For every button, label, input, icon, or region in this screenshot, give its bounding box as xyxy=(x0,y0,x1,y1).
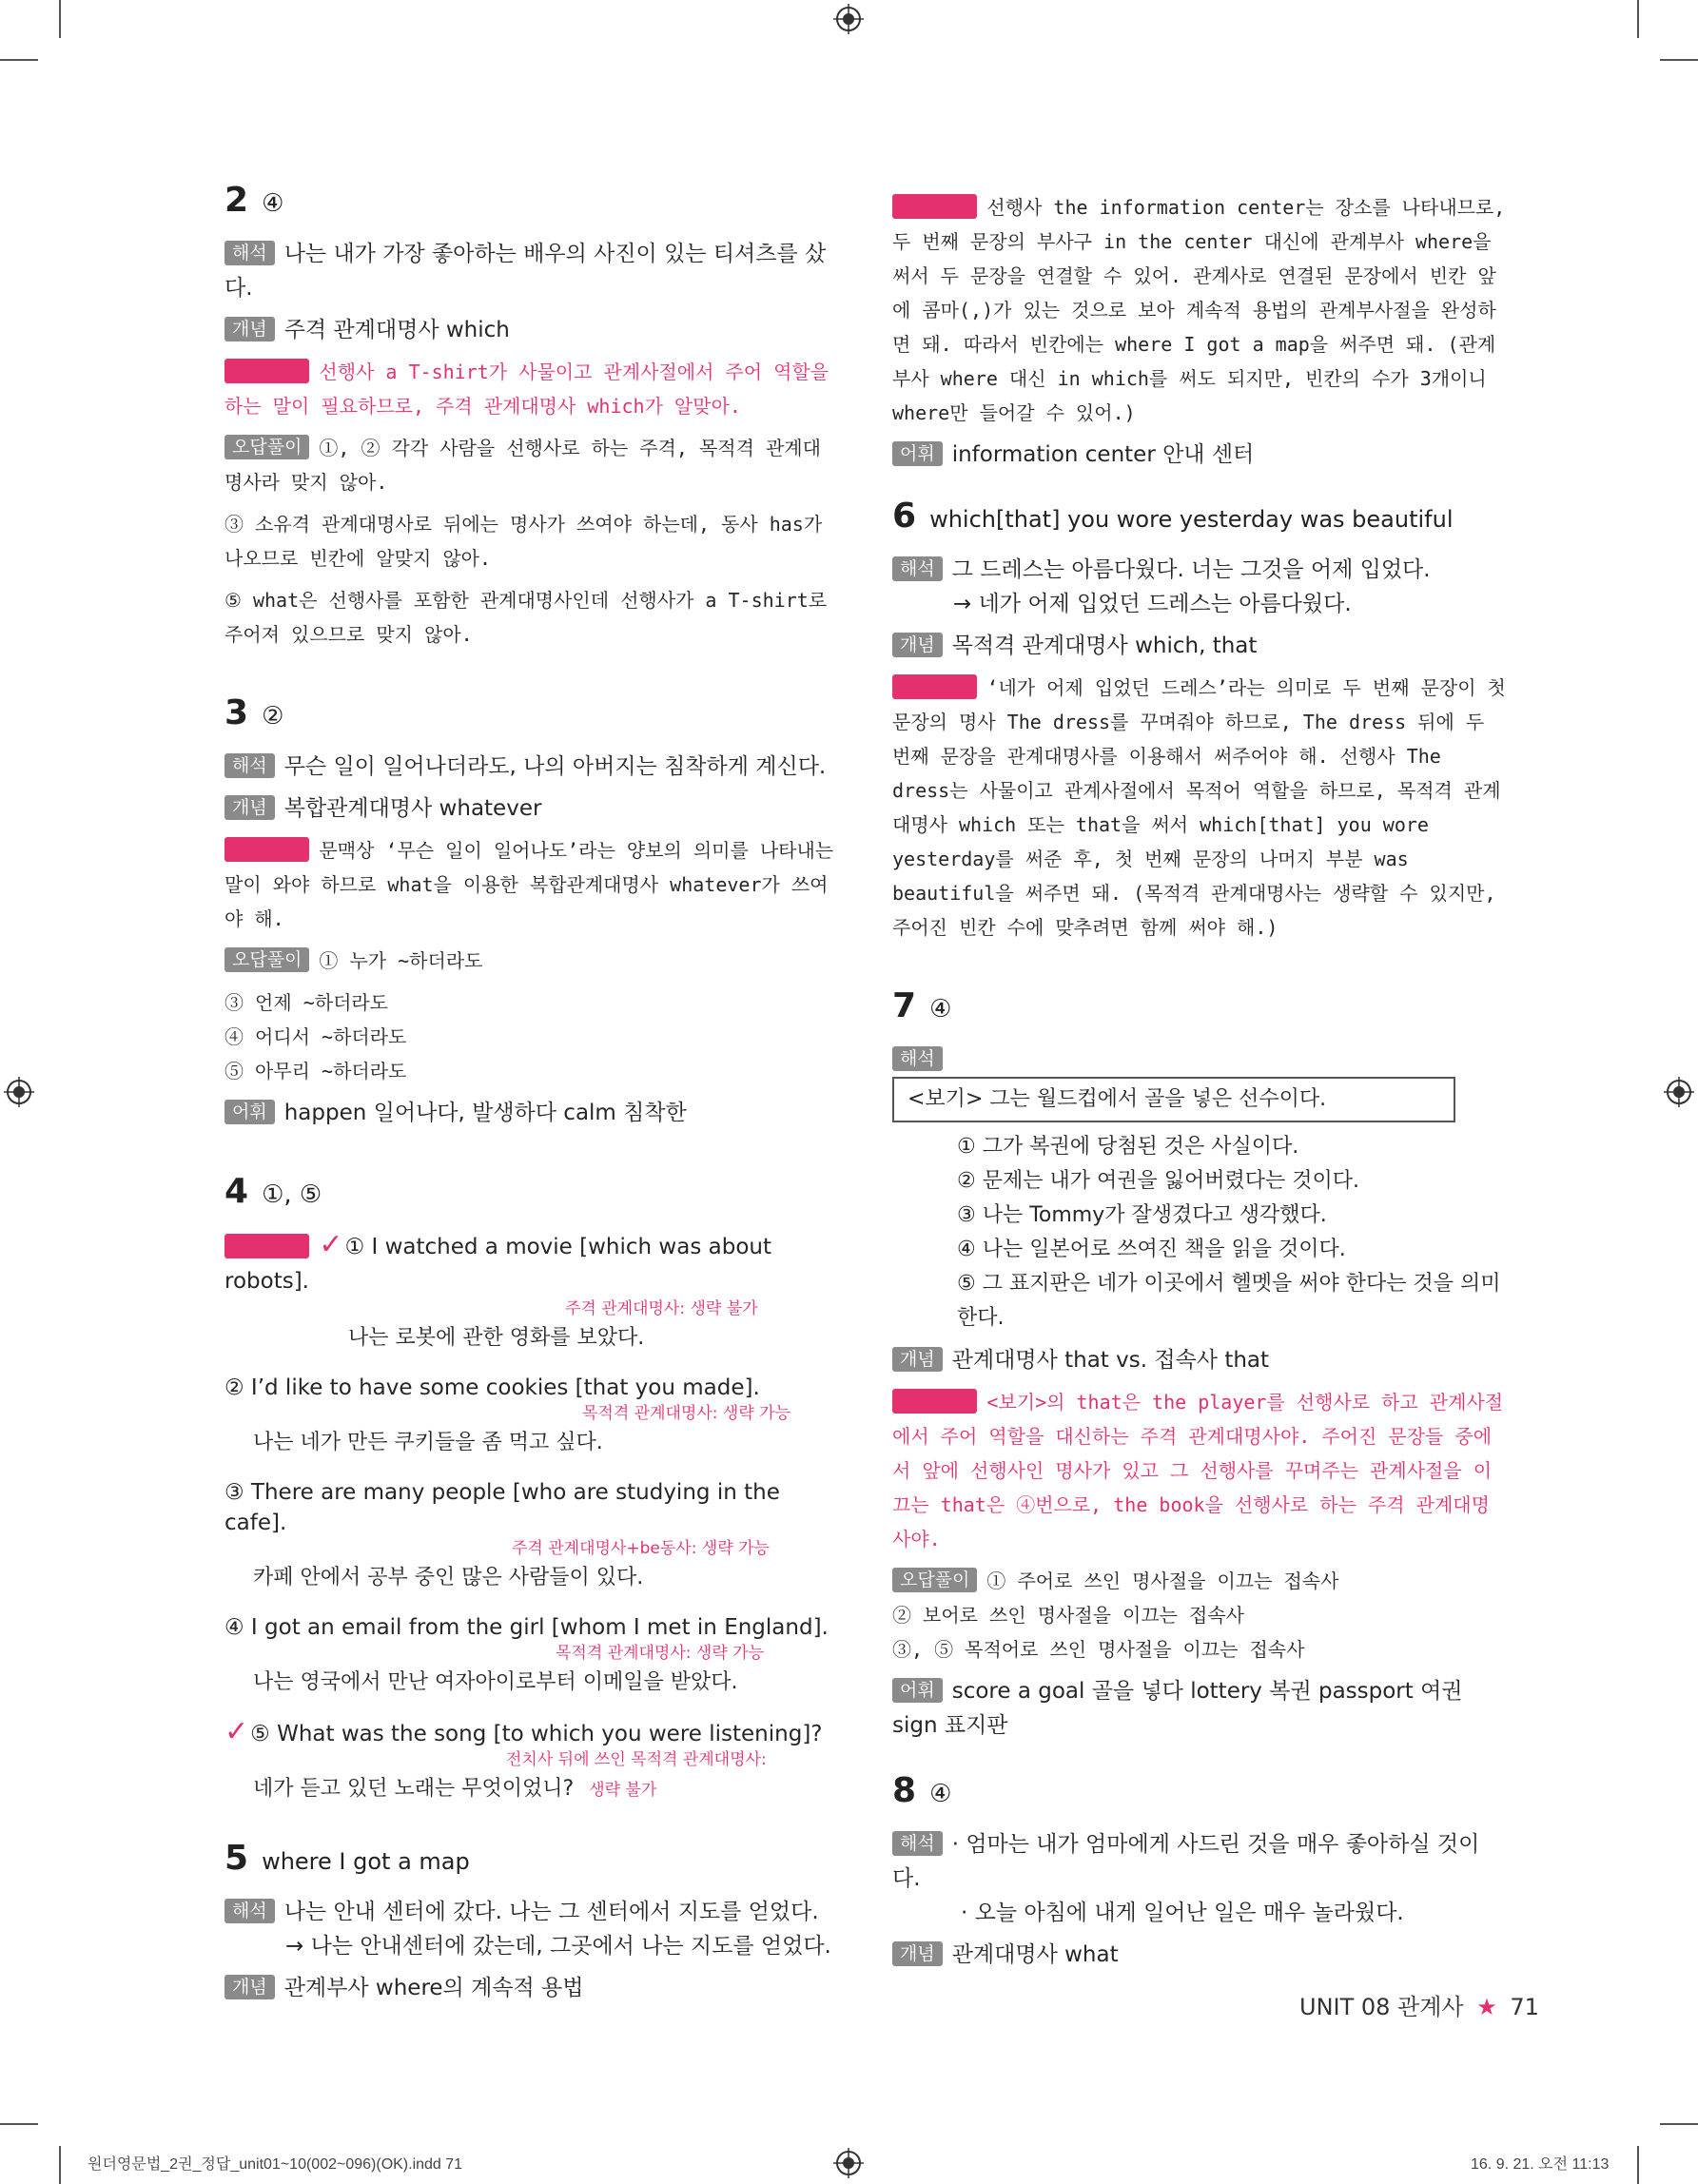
q3-gaenyeom: 개념 복합관계대명사 whatever xyxy=(224,791,838,826)
question-3-heading: 3 ② xyxy=(224,693,284,732)
q8-haeseok-2: · 오늘 아침에 내게 일어난 일은 매우 놀라웠다. xyxy=(961,1901,1404,1925)
q4-note: 목적격 관계대명사: 생략 가능 xyxy=(556,1644,765,1663)
crop-mark xyxy=(0,2123,38,2125)
q4-translation: 나는 로봇에 관한 영화를 보았다. xyxy=(348,1326,645,1350)
q7-odap-item: ② 보어로 쓰인 명사절을 이끄는 접속사 xyxy=(892,1604,1245,1627)
q2-odap-item: ⑤ what은 선행사를 포함한 관계대명사인데 선행사가 a T-shirt로 주어져 있으므로 맞지 않아. xyxy=(224,589,828,646)
q6-haeseok: 해석 그 드레스는 아름다웠다. 너는 그것을 어제 입었다. xyxy=(892,553,1506,587)
list-item: ① 그가 복권에 당첨된 것은 사실이다. xyxy=(957,1135,1299,1159)
q7-odap: 오답풀이 ① 주어로 쓰인 명사절을 이끄는 접속사 xyxy=(892,1564,1506,1598)
crop-mark xyxy=(59,0,61,38)
q4-note: 목적격 관계대명사: 생략 가능 xyxy=(582,1404,791,1423)
q3-eohwi: 어휘 happen 일어나다, 발생하다 calm 침착한 xyxy=(224,1096,838,1130)
q2-jeongdap: 정답풀이 선행사 a T-shirt가 사물이고 관계사절에서 주어 역할을 하는 말이 필요하므로, 주격 관계대명사 which가 알맞아. xyxy=(224,361,829,418)
right-column xyxy=(892,190,1506,1979)
q4-sentence: ③ There are many people [who are studying in the cafe]. xyxy=(224,1480,780,1535)
q3-haeseok: 해석 무슨 일이 일어나더라도, 나의 아버지는 침착하게 계신다. xyxy=(224,750,838,784)
q3-odap-item: ③ 언제 ~하더라도 xyxy=(224,991,389,1014)
q5-eohwi: 어휘 information center 안내 센터 xyxy=(892,438,1506,472)
q4-sentence: ✓⑤ What was the song [to which you were listening]? xyxy=(224,1715,823,1748)
q6-haeseok-2: → 네가 어제 입었던 드레스는 아름다웠다. xyxy=(953,592,1352,616)
list-item: ③ 나는 Tommy가 잘생겼다고 생각했다. xyxy=(957,1203,1327,1227)
question-4-heading: 4 ①, ⑤ xyxy=(224,1172,322,1211)
crop-mark xyxy=(1660,2123,1698,2125)
q4-note: 전치사 뒤에 쓰인 목적격 관계대명사: xyxy=(506,1750,767,1769)
crop-mark xyxy=(1660,59,1698,61)
question-6-heading: 6 which[that] you wore yesterday was beautiful xyxy=(892,497,1454,536)
q3-odap-item: ⑤ 아무리 ~하더라도 xyxy=(224,1060,407,1082)
question-7-heading: 7 ④ xyxy=(892,986,952,1025)
q3-jeongdap: 정답풀이 문맥상 ‘무슨 일이 일어나도’라는 양보의 의미를 나타내는 말이 와야 하므로 what을 이용한 복합관계대명사 whatever가 쓰여야 해. xyxy=(224,839,834,930)
list-item: ⑤ 그 표지판은 네가 이곳에서 헬멧을 써야 한다는 것을 의미한다. xyxy=(957,1272,1501,1330)
checkmark-icon: ✓ xyxy=(224,1715,249,1748)
q2-odap: 오답풀이 ①, ② 각각 사람을 선행사로 하는 주격, 목적격 관계대명사라 맞지 않아. xyxy=(224,437,821,494)
q8-gaenyeom: 개념 관계대명사 what xyxy=(892,1938,1506,1972)
q2-gaenyeom: 개념 주격 관계대명사 which xyxy=(224,313,838,347)
crop-mark xyxy=(1637,2146,1639,2184)
q4-jeongdap: 정답풀이 ✓① I watched a movie [which was about robots]. xyxy=(224,1228,771,1294)
q4-translation: 나는 영국에서 만난 여자아이로부터 이메일을 받았다. xyxy=(253,1670,738,1694)
registration-mark-icon xyxy=(833,2148,864,2178)
q6-jeongdap: 정답풀이 ‘네가 어제 입었던 드레스’라는 의미로 두 번째 문장이 첫 문장의 명사 The dress를 꾸며줘야 하므로, The dress 뒤에 두 번째 문장을 관계대명사를 이용해서 써주어야 해. 선행사 The dress는 사물이고 관계사절에서 목적어 역할을 하므로, 목적격 관계대명사 which 또는 that을 써서 which[that] you wore yesterday를 써준 후, 첫 번째 문장의 나머지 부분 was beautiful을 써주면 돼. (목적격 관계대명사는 생략할 수 있지만, 주어진 빈칸 수에 맞추려면 함께 써야 해.) xyxy=(892,676,1506,939)
date-slug: 16. 9. 21. 오전 11:13 xyxy=(1471,2156,1610,2173)
q4-sentence: ④ I got an email from the girl [whom I met in England]. xyxy=(224,1615,829,1640)
question-2-heading: 2 ④ xyxy=(224,181,284,220)
q7-gaenyeom: 개념 관계대명사 that vs. 접속사 that xyxy=(892,1343,1506,1377)
q4-note: 주격 관계대명사+be동사: 생략 가능 xyxy=(512,1539,770,1558)
q3-odap: 오답풀이 ① 누가 ~하더라도 xyxy=(224,944,838,978)
registration-mark-icon xyxy=(833,4,864,34)
crop-mark xyxy=(1637,0,1639,38)
q5-haeseok: 해석 나는 안내 센터에 갔다. 나는 그 센터에서 지도를 얻었다. xyxy=(224,1895,838,1929)
left-column xyxy=(224,181,838,2013)
q4-note: 주격 관계대명사: 생략 불가 xyxy=(565,1299,758,1318)
q4-translation: 네가 듣고 있던 노래는 무엇이었니? 생략 불가 xyxy=(253,1777,657,1801)
question-5-heading: 5 where I got a map xyxy=(224,1839,470,1878)
q7-list xyxy=(957,1130,1506,1336)
crop-mark xyxy=(0,59,38,61)
registration-mark-icon xyxy=(1664,1077,1694,1107)
q7-eohwi: 어휘 score a goal 골을 넣다 lottery 복권 passport 여권 sign 표지판 xyxy=(892,1679,1463,1738)
q7-odap-item: ③, ⑤ 목적어로 쓰인 명사절을 이끄는 접속사 xyxy=(892,1638,1305,1661)
q4-sentence: ② I’d like to have some cookies [that you made]. xyxy=(224,1375,760,1400)
registration-mark-icon xyxy=(4,1077,34,1107)
page-footer xyxy=(1299,1988,1539,2021)
page-number: 71 xyxy=(1510,1994,1539,2020)
question-8-heading: 8 ④ xyxy=(892,1771,952,1810)
q4-translation: 나는 네가 만든 쿠키들을 좀 먹고 싶다. xyxy=(253,1431,603,1454)
star-icon: ★ xyxy=(1476,1994,1497,2020)
q8-haeseok: 해석 · 엄마는 내가 엄마에게 사드린 것을 매우 좋아하실 것이다. xyxy=(892,1832,1480,1891)
crop-mark xyxy=(59,2146,61,2184)
q3-odap-item: ④ 어디서 ~하더라도 xyxy=(224,1025,407,1048)
list-item: ② 문제는 내가 여권을 잃어버렸다는 것이다. xyxy=(957,1169,1359,1193)
file-slug: 원더영문법_2권_정답_unit01~10(002~096)(OK).indd 71 xyxy=(88,2156,463,2173)
unit-label: UNIT 08 관계사 xyxy=(1299,1994,1464,2020)
q2-odap-item: ③ 소유격 관계대명사로 뒤에는 명사가 쓰여야 하는데, 동사 has가 나오므로 빈칸에 알맞지 않아. xyxy=(224,513,823,570)
q5-haeseok-2: → 나는 안내센터에 갔는데, 그곳에서 나는 지도를 얻었다. xyxy=(285,1934,831,1959)
q5-jeongdap: 정답풀이 선행사 the information center는 장소를 나타내므로, 두 번째 문장의 부사구 in the center 대신에 관계부사 where을 써서 두 문장을 연결할 수 있어. 관계사로 연결된 문장에서 빈칸 앞에 콤마(,)가 있는 것으로 보아 계속적 용법의 관계부사절을 완성하면 돼. 따라서 빈칸에는 where I got a map을 써주면 돼. (관계부사 where 대신 in which를 써도 되지만, 빈칸의 수가 3개이니 where만 들어갈 수 있어.) xyxy=(892,196,1506,424)
checkmark-icon: ✓ xyxy=(319,1228,343,1261)
q6-gaenyeom: 개념 목적격 관계대명사 which, that xyxy=(892,629,1506,663)
q5-gaenyeom: 개념 관계부사 where의 계속적 용법 xyxy=(224,1971,838,2005)
list-item: ④ 나는 일본어로 쓰여진 책을 읽을 것이다. xyxy=(957,1238,1346,1261)
q2-haeseok: 해석 나는 내가 가장 좋아하는 배우의 사진이 있는 티셔츠를 샀다. xyxy=(224,242,827,301)
example-box: <보기> 그는 월드컵에서 골을 넣은 선수이다. xyxy=(892,1077,1455,1122)
q4-translation: 카페 안에서 공부 중인 많은 사람들이 있다. xyxy=(253,1566,644,1589)
q7-haeseok: 해석<보기> 그는 월드컵에서 골을 넣은 선수이다. xyxy=(892,1043,1506,1122)
q7-jeongdap: 정답풀이 <보기>의 that은 the player를 선행사로 하고 관계사절에서 주어 역할을 대신하는 주격 관계대명사야. 주어진 문장들 중에서 앞에 선행사인 명사가 있고 그 선행사를 꾸며주는 관계사절을 이끄는 that은 ④번으로, the book을 선행사로 하는 주격 관계대명사야. xyxy=(892,1391,1504,1550)
